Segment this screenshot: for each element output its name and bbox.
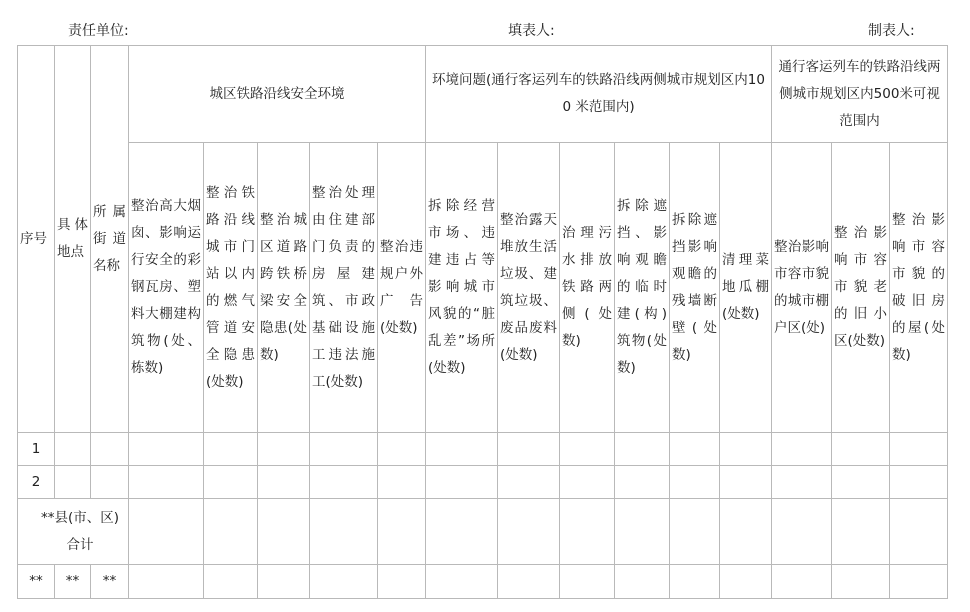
sub-header-old-residential: 整治影响市容市貌老的旧小区(处数) [832, 143, 890, 433]
table-row [18, 466, 948, 499]
row-number: 1 [18, 433, 55, 466]
group-header-env-problem: 环境问题(通行客运列车的铁路沿线两侧城市规划区内100 米范围内) [426, 46, 772, 143]
form-filler-label: 填表人: [508, 23, 555, 39]
sub-header-outdoor-ads: 整治违规户外广告(处数) [378, 143, 426, 433]
sub-header-illegal-construction: 整治处理由住建部门负责的房屋建筑、市政基础设施工违法施工(处数) [310, 143, 378, 433]
row-number: 2 [18, 466, 55, 499]
sub-header-gas-pipeline: 整治铁路沿线城市门站以内的燃气管道安全隐患(处数) [204, 143, 258, 433]
group-header-500m-view: 通行客运列车的铁路沿线两侧城市规划区内500米可视范围内 [772, 46, 948, 143]
sub-header-sewage: 治理污水排放铁路两侧(处数) [560, 143, 615, 433]
group-header-safety-env: 城区铁路沿线安全环境 [129, 46, 426, 143]
col-header-seq: 序号 [18, 46, 55, 433]
sub-header-garbage-piles: 整治露天堆放生活垃圾、建筑垃圾、废品废料(处数) [498, 143, 560, 433]
footer-row [18, 565, 948, 599]
footer-mark: ** [18, 565, 55, 599]
sub-header-temporary-buildings: 拆除遮挡、影响观瞻的临时建(构)筑物(处数) [615, 143, 670, 433]
sub-header-chimney-structures: 整治高大烟囱、影响运行安全的彩钢瓦房、塑料大棚建构筑物(处、栋数) [129, 143, 204, 433]
sub-header-dirty-sites: 拆除经营市场、违建违占等影响城市风貌的“脏乱差”场所(处数) [426, 143, 498, 433]
subtotal-row [18, 499, 948, 565]
subtotal-label: **县(市、区)合计 [18, 499, 129, 565]
sub-header-broken-walls: 拆除遮挡影响观瞻的残墙断壁(处数) [670, 143, 720, 433]
col-header-street: 所属街道名称 [91, 46, 129, 433]
table-maker-label: 制表人: [868, 23, 915, 39]
sub-header-vegetable-sheds: 清理菜地瓜棚(处数) [720, 143, 772, 433]
sub-header-dilapidated-houses: 整治影响市容市貌的破旧房的屋(处数) [890, 143, 948, 433]
col-header-location: 具体地点 [55, 46, 91, 433]
rectification-statistics-table [17, 45, 948, 599]
table-row [18, 433, 948, 466]
sub-header-bridge-safety: 整治城区道路跨铁桥梁安全隐患(处数) [258, 143, 310, 433]
sub-header-shantytown: 整治影响市容市貌的城市棚户区(处) [772, 143, 832, 433]
footer-mark: ** [91, 565, 129, 599]
responsible-unit-label: 责任单位: [68, 23, 129, 39]
footer-mark: ** [55, 565, 91, 599]
